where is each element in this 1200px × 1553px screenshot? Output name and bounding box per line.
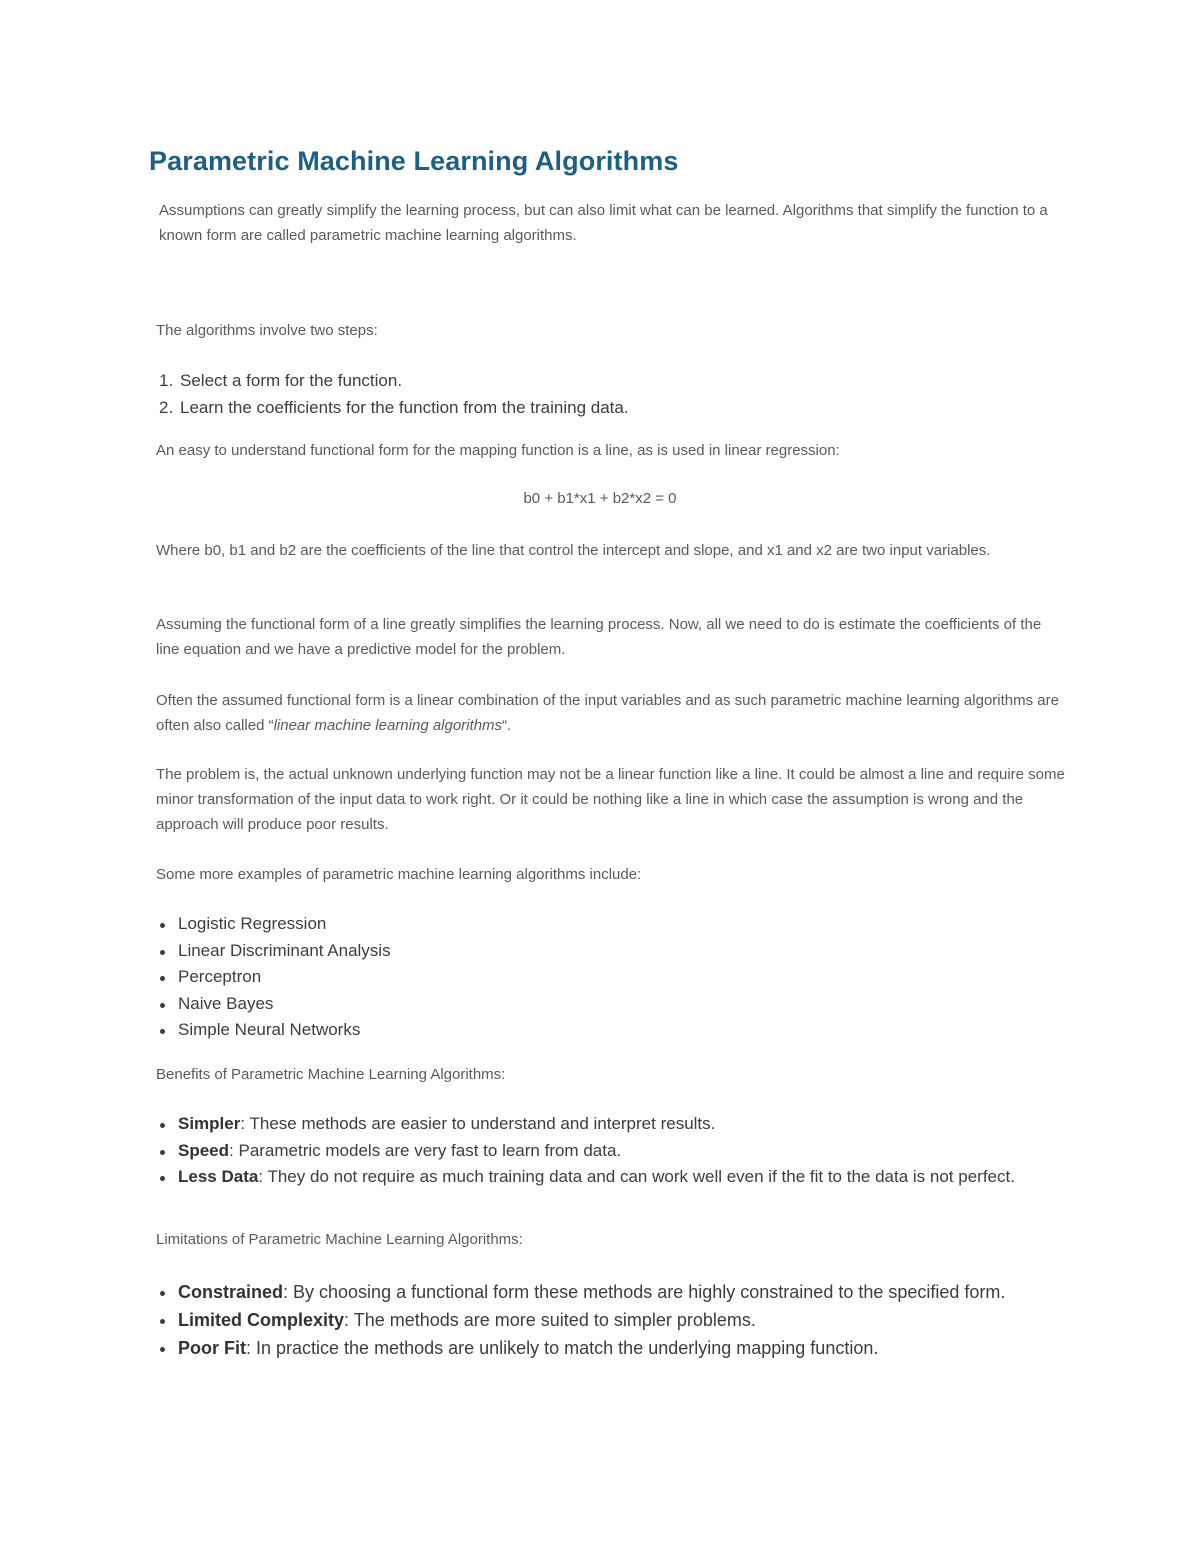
examples-intro: Some more examples of parametric machine learning algorithms include:	[156, 866, 642, 883]
list-item	[156, 1334, 1005, 1362]
line-intro: An easy to understand functional form for the mapping function is a line, as is used in linear regression:	[156, 442, 840, 459]
benefit-desc: : They do not require as much training data and can work well even if the fit to the data is not perfect.	[258, 1167, 1015, 1187]
list-item: Naive Bayes	[156, 991, 391, 1018]
benefit-desc: : These methods are easier to understand and interpret results.	[240, 1114, 716, 1133]
benefits-list	[156, 1111, 1015, 1191]
limitation-desc: : In practice the methods are unlikely to match the underlying mapping function.	[246, 1338, 879, 1358]
list-item-text: Select a form for the function.	[180, 371, 403, 390]
list-item	[156, 1306, 1005, 1334]
benefit-term: Simpler	[178, 1114, 241, 1133]
where-paragraph: Where b0, b1 and b2 are the coefficients of the line that control the intercept and slope, and x1 and x2 are two input variables.	[156, 542, 991, 559]
often-paragraph	[156, 688, 1066, 738]
steps-list	[159, 368, 629, 421]
limitation-desc: : By choosing a functional form these methods are highly constrained to the specified form.	[283, 1282, 1006, 1302]
page-title: Parametric Machine Learning Algorithms	[149, 146, 679, 176]
list-item-text: Learn the coefficients for the function from the training data.	[180, 397, 629, 417]
limitation-term: Limited Complexity	[178, 1310, 345, 1330]
benefit-desc: : Parametric models are very fast to learn from data.	[229, 1140, 622, 1160]
limitation-term: Constrained	[178, 1282, 284, 1302]
problem-paragraph: The problem is, the actual unknown underlying function may not be a linear function like a line. It could be almost a line and require some minor transformation of the input data to work right. Or it could be nothing like a line in which case the assumption is wrong and the approach will produce poor results.	[156, 766, 1065, 833]
equation: b0 + b1*x1 + b2*x2 = 0	[523, 490, 677, 507]
list-item: Logistic Regression	[156, 911, 391, 938]
list-item	[159, 395, 629, 422]
list-item	[156, 1278, 1005, 1306]
often-text: Often the assumed functional form is a linear combination of the input variables and as such parametric machine learning algorithms are often also called “	[156, 692, 1059, 734]
benefits-intro: Benefits of Parametric Machine Learning Algorithms:	[156, 1066, 506, 1083]
list-item	[159, 368, 629, 395]
assuming-paragraph: Assuming the functional form of a line greatly simplifies the learning process. Now, all we need to do is estimate the coefficients of the line equation and we have a predictive model for the problem.	[156, 616, 1042, 658]
often-text-end: “.	[502, 717, 512, 734]
steps-intro: The algorithms involve two steps:	[156, 322, 378, 339]
list-item: Simple Neural Networks	[156, 1017, 391, 1044]
benefit-term: Less Data	[178, 1167, 259, 1187]
examples-list	[156, 911, 391, 1044]
list-item	[156, 1111, 1015, 1138]
list-item	[156, 1138, 1015, 1165]
benefit-term: Speed	[178, 1140, 230, 1160]
list-item: Perceptron	[156, 964, 391, 991]
list-number: 2.	[159, 397, 174, 417]
limitation-desc: : The methods are more suited to simpler problems.	[344, 1310, 756, 1330]
limitations-intro: Limitations of Parametric Machine Learning Algorithms:	[156, 1231, 523, 1248]
list-item	[156, 1164, 1015, 1191]
often-italic-text: linear machine learning algorithms	[273, 717, 503, 734]
intro-paragraph: Assumptions can greatly simplify the learning process, but can also limit what can be learned. Algorithms that simplify the function to a known form are called parametric machine learning algorithms.	[159, 202, 1048, 244]
list-number: 1.	[159, 371, 174, 390]
list-item: Linear Discriminant Analysis	[156, 938, 391, 965]
limitations-list	[156, 1278, 1005, 1362]
limitation-term: Poor Fit	[178, 1338, 246, 1358]
